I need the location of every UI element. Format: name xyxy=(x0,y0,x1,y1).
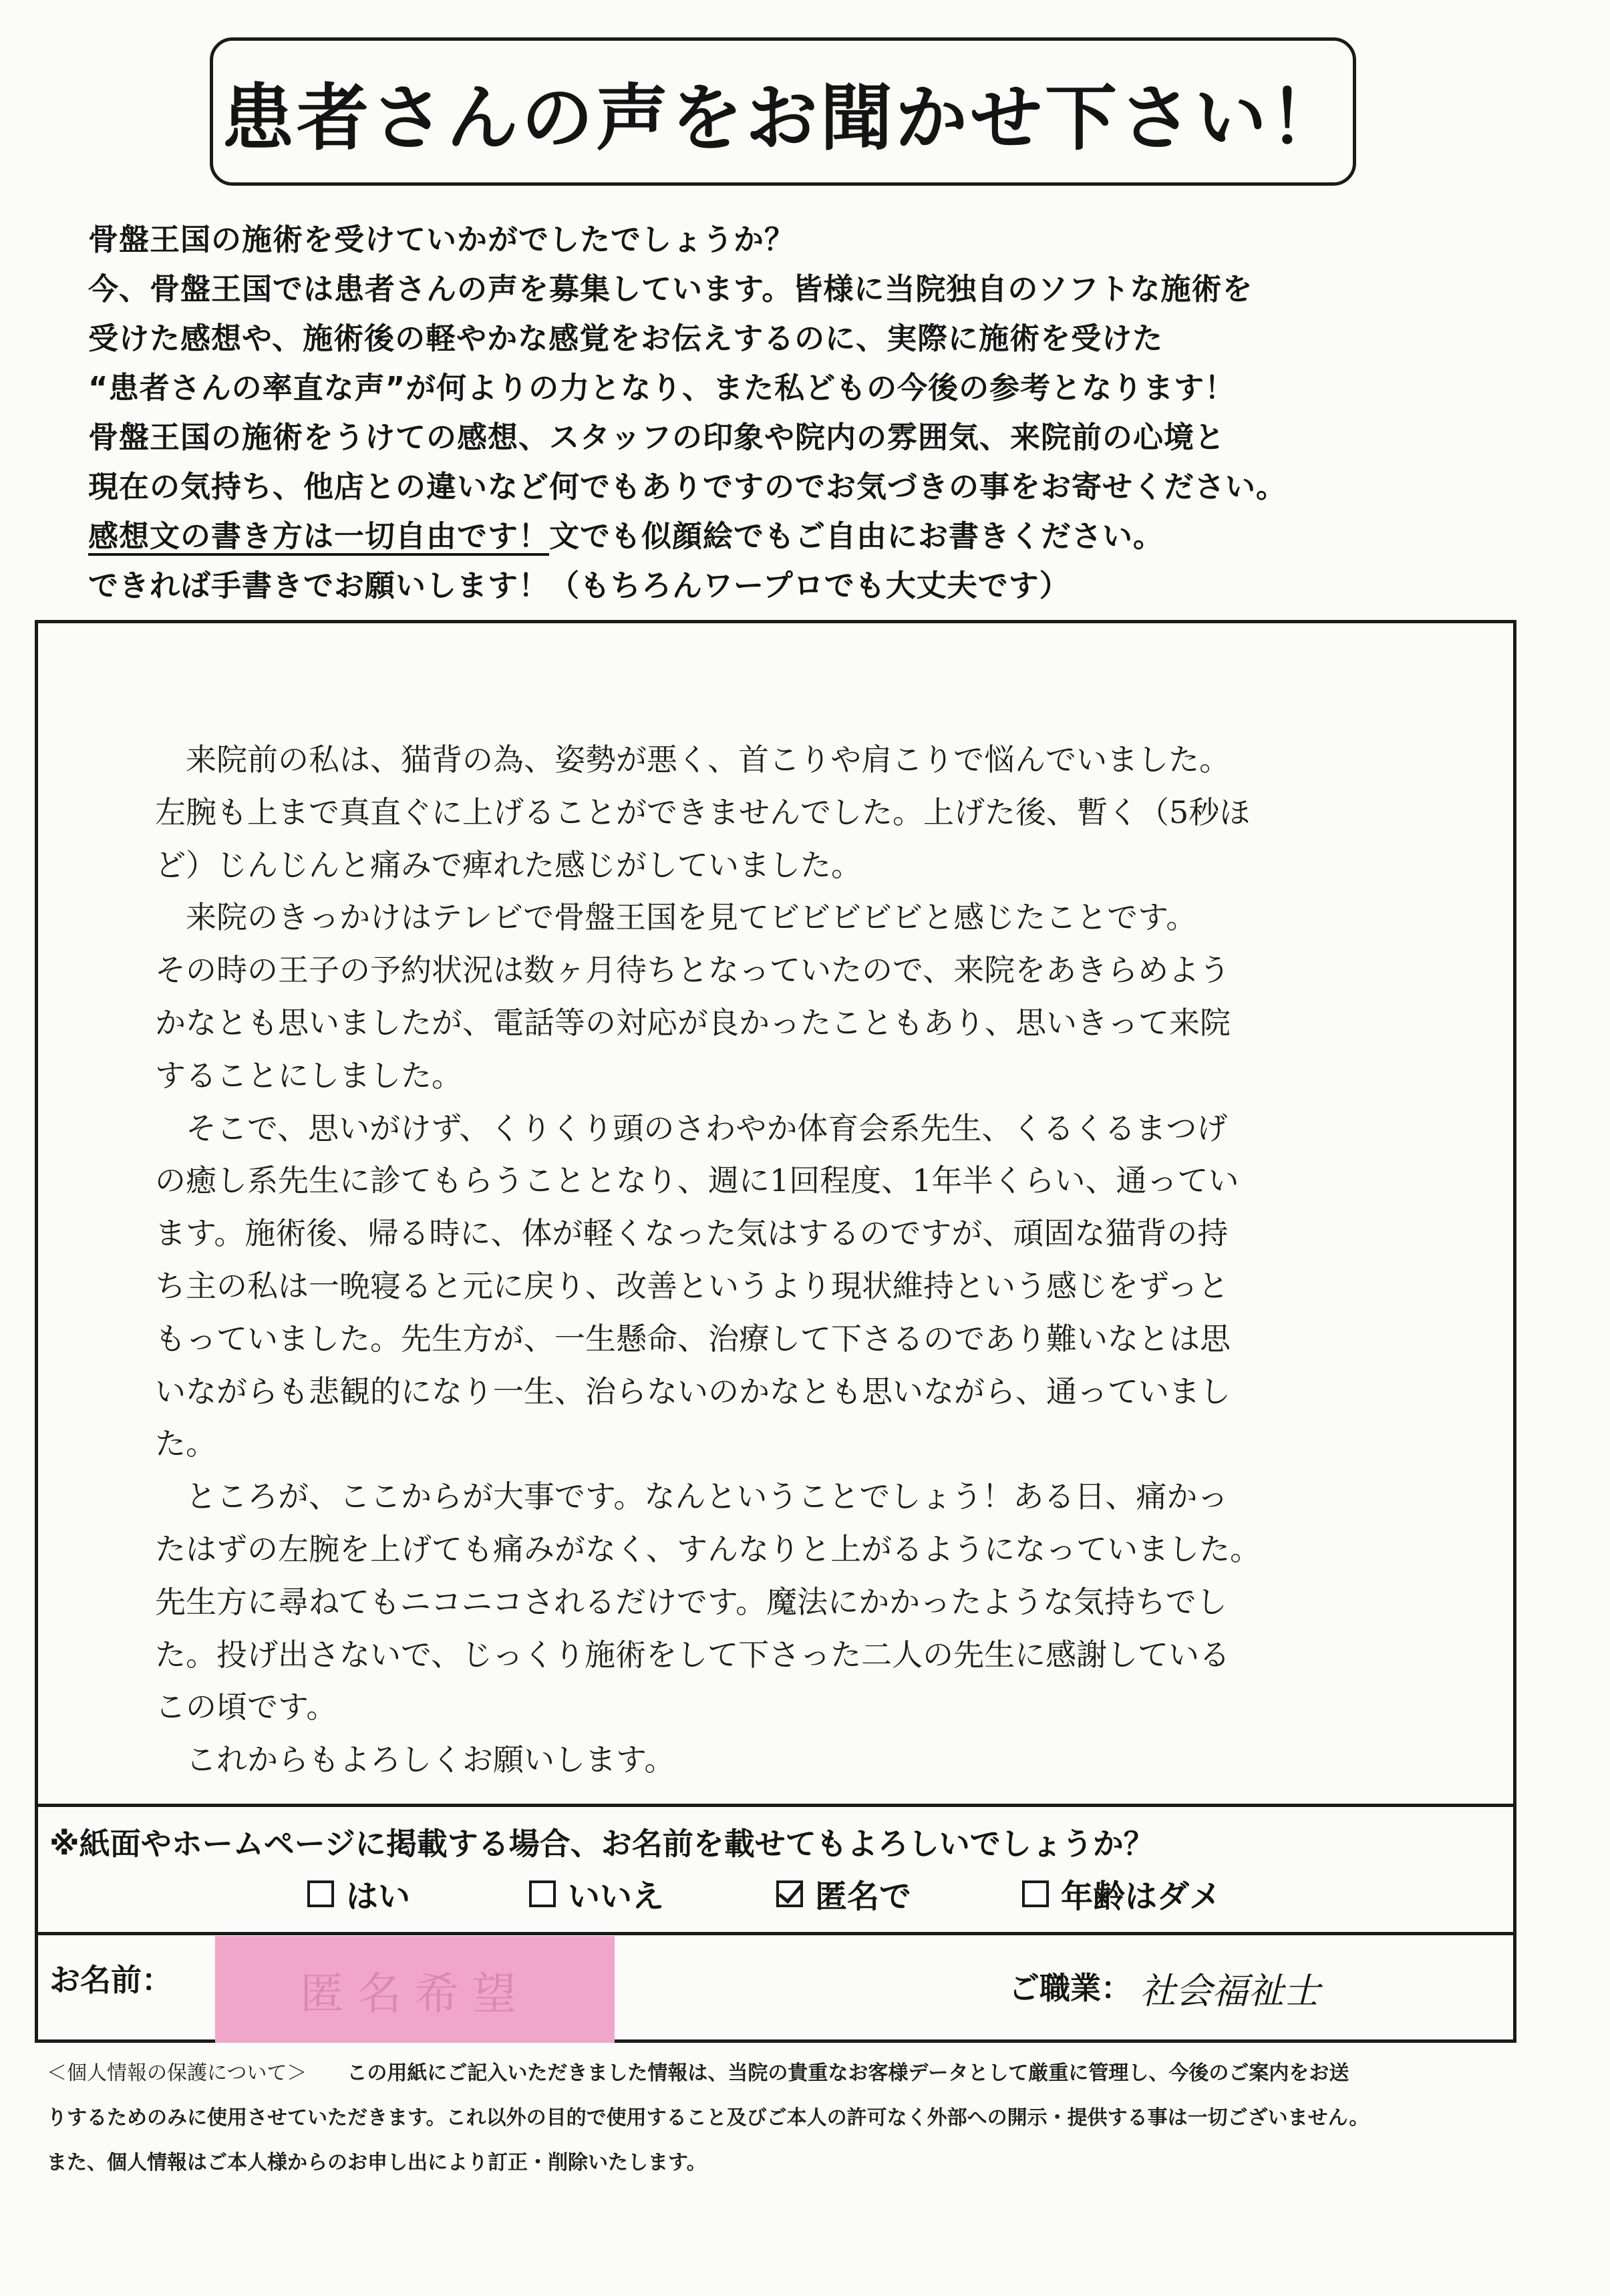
option-no[interactable] xyxy=(529,1870,664,1917)
testimonial-line: 先生方に尋ねてもニコニコされるだけです。魔法にかかったような気持ちでし xyxy=(155,1583,1227,1620)
testimonial-line: ち主の私は一晩寝ると元に戻り、改善というより現状維持という感じをずっと xyxy=(155,1267,1229,1304)
privacy-line-2: りするためのみに使用させていただきます。これ以外の目的で使用すること及びご本人の許可なく外部への開示・提供する事は一切ございません。 xyxy=(47,2106,1370,2130)
testimonial-line: かなとも思いましたが、電話等の対応が良かったこともあり、思いきって来院 xyxy=(155,1004,1231,1041)
testimonial-line: たはずの左腕を上げても痛みがなく、すんなりと上がるようになっていました。 xyxy=(155,1530,1261,1567)
testimonial-line: することにしました。 xyxy=(155,1057,462,1094)
title-box xyxy=(210,37,1356,186)
testimonial-line: この頃です。 xyxy=(155,1689,337,1726)
testimonial-line: そこで、思いがけず、くりくり頭のさわやか体育会系先生、くるくるまつげ xyxy=(155,1110,1228,1146)
option-yes-label: はい xyxy=(346,1878,411,1915)
checkbox-no-age[interactable] xyxy=(1022,1880,1049,1907)
intro-line: 骨盤王国の施術をうけての感想、スタッフの印象や院内の雰囲気、来院前の心境と xyxy=(88,420,1226,455)
testimonial-line: ます。施術後、帰る時に、体が軽くなった気はするのですが、頑固な猫背の持 xyxy=(155,1215,1229,1252)
privacy-heading: ＜個人情報の保護について＞ xyxy=(47,2062,307,2085)
name-label: お名前： xyxy=(49,1962,172,1998)
testimonial-line: た。投げ出さないで、じっくり施術をして下さった二人の先生に感謝している xyxy=(155,1636,1231,1673)
occupation-value: 社会福祉士 xyxy=(1140,1970,1320,2012)
name-redaction-sticker xyxy=(215,1936,615,2043)
intro-line: 受けた感想や、施術後の軽やかな感覚をお伝えするのに、実際に施術を受けた xyxy=(88,321,1164,356)
testimonial-line: その時の王子の予約状況は数ヶ月待ちとなっていたので、来院をあきらめよう xyxy=(155,952,1231,989)
testimonial-line: 左腕も上まで真直ぐに上げることができませんでした。上げた後、暫く（5秒ほ xyxy=(155,794,1251,830)
option-no-age[interactable] xyxy=(1022,1870,1221,1917)
name-value: 匿名希望 xyxy=(300,1967,530,2019)
consent-question: ※紙面やホームページに掲載する場合、お名前を載せてもよろしいでしょうか？ xyxy=(49,1826,1154,1862)
privacy-notice xyxy=(47,2051,1557,2185)
free-format-rest: 文でも似顔絵でもご自由にお書きください。 xyxy=(549,518,1164,554)
testimonial-line: もっていました。先生方が、一生懸命、治療して下さるのであり難いなとは思 xyxy=(155,1320,1231,1357)
checkbox-yes[interactable] xyxy=(307,1880,334,1907)
checkbox-anonymous-checked[interactable] xyxy=(776,1880,803,1907)
privacy-line-1 xyxy=(47,2051,1557,2096)
option-yes[interactable] xyxy=(307,1870,410,1917)
free-format-emphasis: 感想文の書き方は一切自由です！ xyxy=(88,518,550,554)
testimonial-line: ど）じんじんと痛みで痺れた感じがしていました。 xyxy=(155,846,862,883)
intro-line: 今、骨盤王国では患者さんの声を募集しています。皆様に当院独自のソフトな施術を xyxy=(88,271,1253,307)
consent-divider xyxy=(35,1804,1516,1807)
testimonial-line: これからもよろしくお願いします。 xyxy=(155,1742,675,1778)
privacy-line-3: また、個人情報はご本人様からのお申し出により訂正・削除いたします。 xyxy=(47,2151,707,2174)
intro-line: 骨盤王国の施術を受けていかがでしたでしょうか？ xyxy=(88,222,796,257)
occupation-label: ご職業： xyxy=(1009,1970,1132,2006)
name-divider xyxy=(35,1932,1516,1935)
testimonial-line: 来院前の私は、猫背の為、姿勢が悪く、首こりや肩こりで悩んでいました。 xyxy=(155,742,1231,778)
testimonial-body xyxy=(155,733,1424,1786)
testimonial-line: ところが、ここからが大事です。なんということでしょう！ある日、痛かっ xyxy=(155,1478,1229,1515)
testimonial-line: た。 xyxy=(155,1426,216,1462)
privacy-text-1: この用紙にご記入いただきました情報は、当院の貴重なお客様データとして厳重に管理し、今後のご案内をお送 xyxy=(347,2062,1349,2085)
intro-line: 現在の気持ち、他店との違いなど何でもありですのでお気づきの事をお寄せください。 xyxy=(88,469,1287,504)
option-anonymous-label: 匿名で xyxy=(815,1878,912,1915)
intro-line-handwriting: できれば手書きでお願いします！（もちろんワープロでも大丈夫です） xyxy=(88,568,1070,603)
testimonial-line: いながらも悲観的になり一生、治らないのかなとも思いながら、通っていまし xyxy=(155,1373,1231,1410)
option-no-label: いいえ xyxy=(568,1878,665,1915)
option-no-age-label: 年齢はダメ xyxy=(1061,1878,1222,1915)
testimonial-line: 来院のきっかけはテレビで骨盤王国を見てビビビビビと感じたことです。 xyxy=(155,899,1197,936)
checkbox-no[interactable] xyxy=(529,1880,556,1907)
intro-line: “患者さんの率直な声”が何よりの力となり、また私どもの今後の参考となります！ xyxy=(88,370,1236,405)
intro-line-free-format xyxy=(88,512,1558,561)
consent-options xyxy=(307,1870,1510,1924)
intro-section xyxy=(88,215,1558,611)
testimonial-line: の癒し系先生に診てもらうこととなり、週に1回程度、1年半くらい、通ってい xyxy=(155,1162,1239,1199)
page-title: 患者さんの声をお聞かせ下さい！ xyxy=(221,76,1344,160)
option-anonymous[interactable] xyxy=(776,1870,911,1917)
